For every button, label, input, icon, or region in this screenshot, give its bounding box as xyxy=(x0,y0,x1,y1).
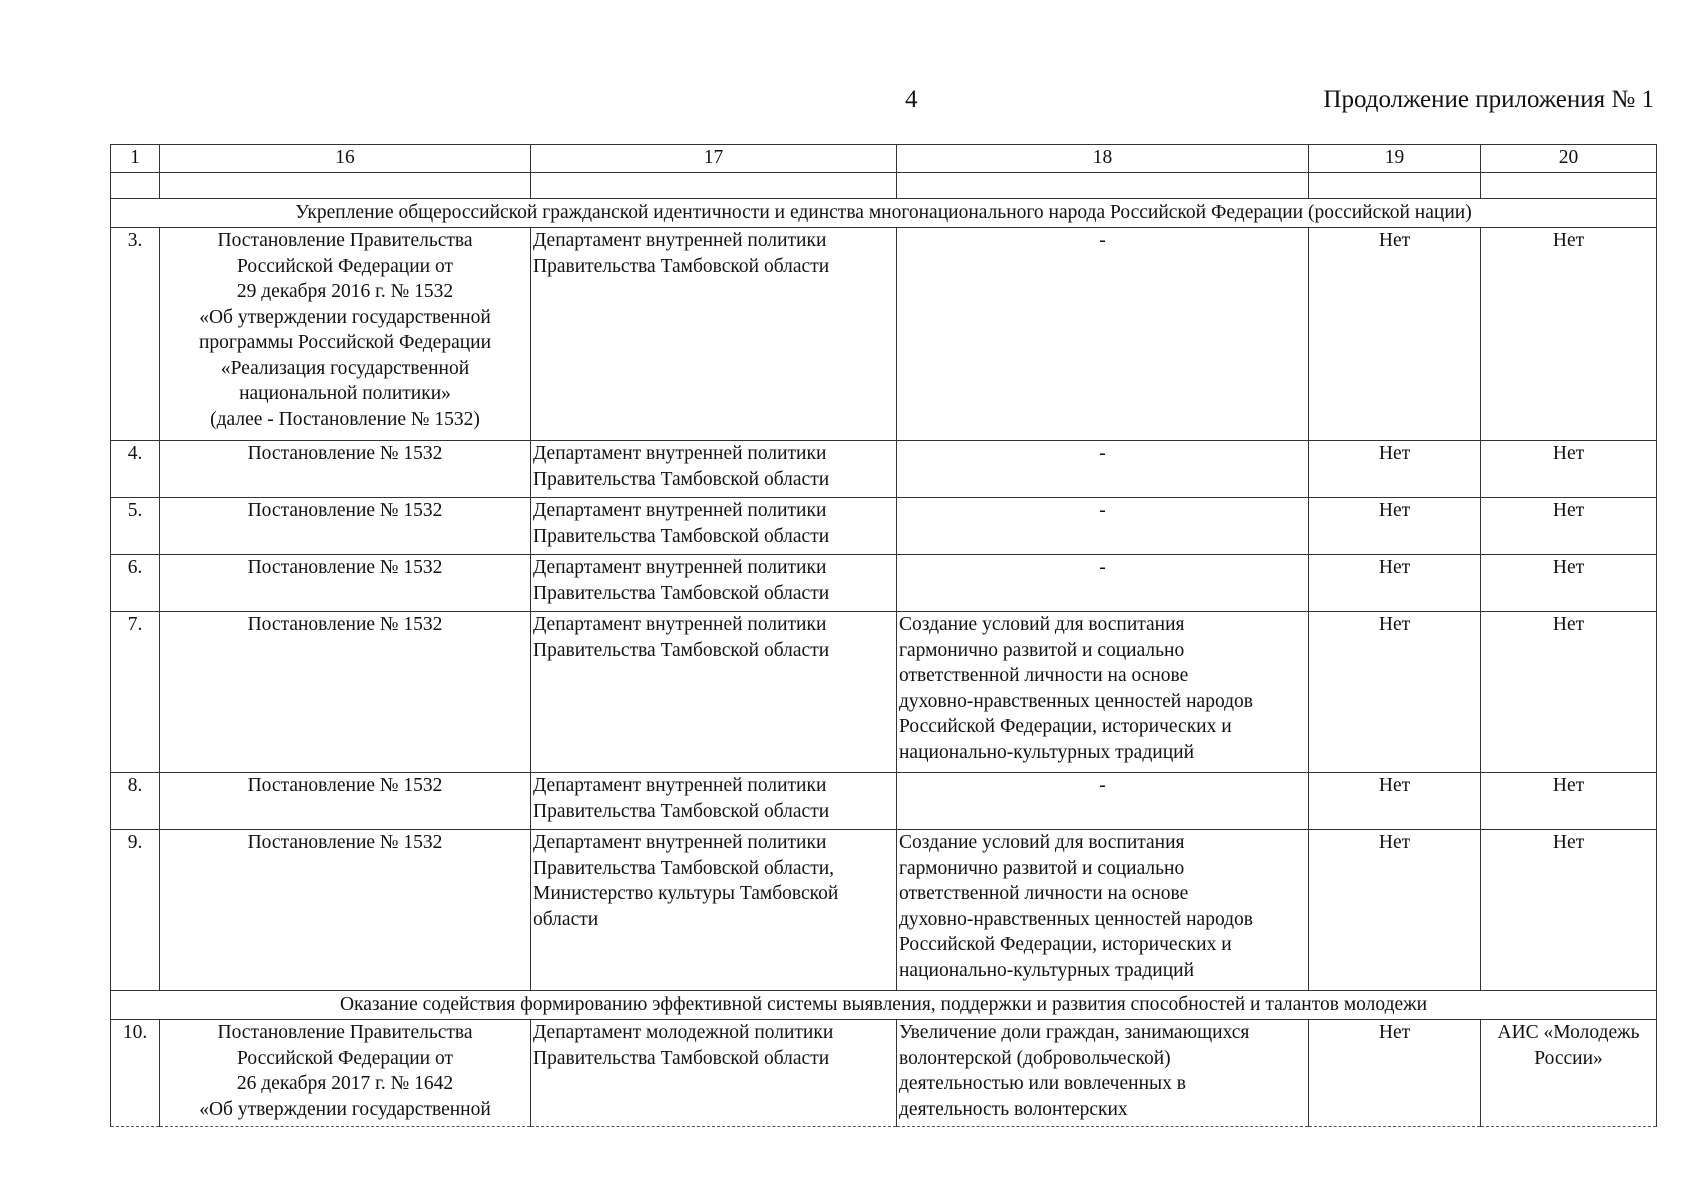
table-row xyxy=(111,773,1657,830)
table-row xyxy=(111,612,1657,773)
column-number-cell: 1 xyxy=(111,145,160,173)
row-number: 9. xyxy=(111,830,160,991)
column-number-row xyxy=(111,145,1657,173)
goal-cell: - xyxy=(897,228,1309,441)
table-row xyxy=(111,1020,1657,1127)
table-row xyxy=(111,441,1657,498)
col20-cell: Нет xyxy=(1481,498,1657,555)
col19-cell: Нет xyxy=(1309,830,1481,991)
col20-cell: Нет xyxy=(1481,555,1657,612)
row-number: 5. xyxy=(111,498,160,555)
legal-act-cell: Постановление № 1532 xyxy=(160,773,531,830)
responsible-body-cell: Департамент молодежной политики Правительства Тамбовской области xyxy=(531,1020,897,1127)
column-number-cell: 19 xyxy=(1309,145,1481,173)
empty-cell xyxy=(1481,173,1657,199)
empty-cell xyxy=(111,173,160,199)
section-heading-row xyxy=(111,991,1657,1020)
section-heading: Укрепление общероссийской гражданской идентичности и единства многонационального народа Российской Федерации (российской нации) xyxy=(111,199,1657,228)
row-number: 4. xyxy=(111,441,160,498)
goal-cell: - xyxy=(897,773,1309,830)
blank-row xyxy=(111,173,1657,199)
col20-cell: Нет xyxy=(1481,773,1657,830)
goal-cell: Создание условий для воспитания гармонично развитой и социально ответственной личности на основе духовно-нравственных ценностей народов Российской Федерации, исторических и национально-культурных традиций xyxy=(897,612,1309,773)
row-number: 7. xyxy=(111,612,160,773)
section-heading: Оказание содействия формированию эффективной системы выявления, поддержки и развития способностей и талантов молодежи xyxy=(111,991,1657,1020)
responsible-body-cell: Департамент внутренней политики Правительства Тамбовской области xyxy=(531,555,897,612)
empty-cell xyxy=(160,173,531,199)
col19-cell: Нет xyxy=(1309,773,1481,830)
column-number-cell: 20 xyxy=(1481,145,1657,173)
goal-cell: Увеличение доли граждан, занимающихся волонтерской (добровольческой) деятельностью или вовлеченных в деятельность волонтерских xyxy=(897,1020,1309,1127)
legal-act-cell: Постановление № 1532 xyxy=(160,441,531,498)
col20-cell: АИС «Молодежь России» xyxy=(1481,1020,1657,1127)
empty-cell xyxy=(897,173,1309,199)
col20-cell: Нет xyxy=(1481,830,1657,991)
empty-cell xyxy=(531,173,897,199)
responsible-body-cell: Департамент внутренней политики Правительства Тамбовской области xyxy=(531,773,897,830)
col19-cell: Нет xyxy=(1309,498,1481,555)
column-number-cell: 18 xyxy=(897,145,1309,173)
column-number-cell: 16 xyxy=(160,145,531,173)
legal-act-cell: Постановление Правительства Российской Федерации от 26 декабря 2017 г. № 1642 «Об утверждении государственной xyxy=(160,1020,531,1127)
legal-act-cell: Постановление № 1532 xyxy=(160,498,531,555)
responsible-body-cell: Департамент внутренней политики Правительства Тамбовской области, Министерство культуры Тамбовской области xyxy=(531,830,897,991)
responsible-body-cell: Департамент внутренней политики Правительства Тамбовской области xyxy=(531,441,897,498)
col20-cell: Нет xyxy=(1481,612,1657,773)
page-heading: Продолжение приложения № 1 xyxy=(1323,86,1654,113)
col19-cell: Нет xyxy=(1309,612,1481,773)
col20-cell: Нет xyxy=(1481,441,1657,498)
section-heading-row xyxy=(111,199,1657,228)
responsible-body-cell: Департамент внутренней политики Правительства Тамбовской области xyxy=(531,612,897,773)
row-number: 10. xyxy=(111,1020,160,1127)
empty-cell xyxy=(1309,173,1481,199)
table-row xyxy=(111,498,1657,555)
table-row xyxy=(111,830,1657,991)
goal-cell: - xyxy=(897,498,1309,555)
legal-act-cell: Постановление № 1532 xyxy=(160,612,531,773)
goal-cell: - xyxy=(897,555,1309,612)
row-number: 6. xyxy=(111,555,160,612)
col19-cell: Нет xyxy=(1309,555,1481,612)
legal-act-cell: Постановление Правительства Российской Федерации от 29 декабря 2016 г. № 1532 «Об утверждении государственной программы Российской Федерации «Реализация государственной национальной политики» (далее - Постановление № 1532) xyxy=(160,228,531,441)
col19-cell: Нет xyxy=(1309,441,1481,498)
col19-cell: Нет xyxy=(1309,1020,1481,1127)
appendix-table xyxy=(110,144,1657,1127)
responsible-body-cell: Департамент внутренней политики Правительства Тамбовской области xyxy=(531,498,897,555)
row-number: 8. xyxy=(111,773,160,830)
table-row xyxy=(111,555,1657,612)
row-number: 3. xyxy=(111,228,160,441)
column-number-cell: 17 xyxy=(531,145,897,173)
responsible-body-cell: Департамент внутренней политики Правительства Тамбовской области xyxy=(531,228,897,441)
col20-cell: Нет xyxy=(1481,228,1657,441)
legal-act-cell: Постановление № 1532 xyxy=(160,555,531,612)
page-number: 4 xyxy=(905,86,918,113)
goal-cell: - xyxy=(897,441,1309,498)
table-row xyxy=(111,228,1657,441)
legal-act-cell: Постановление № 1532 xyxy=(160,830,531,991)
col19-cell: Нет xyxy=(1309,228,1481,441)
goal-cell: Создание условий для воспитания гармонично развитой и социально ответственной личности на основе духовно-нравственных ценностей народов Российской Федерации, исторических и национально-культурных традиций xyxy=(897,830,1309,991)
